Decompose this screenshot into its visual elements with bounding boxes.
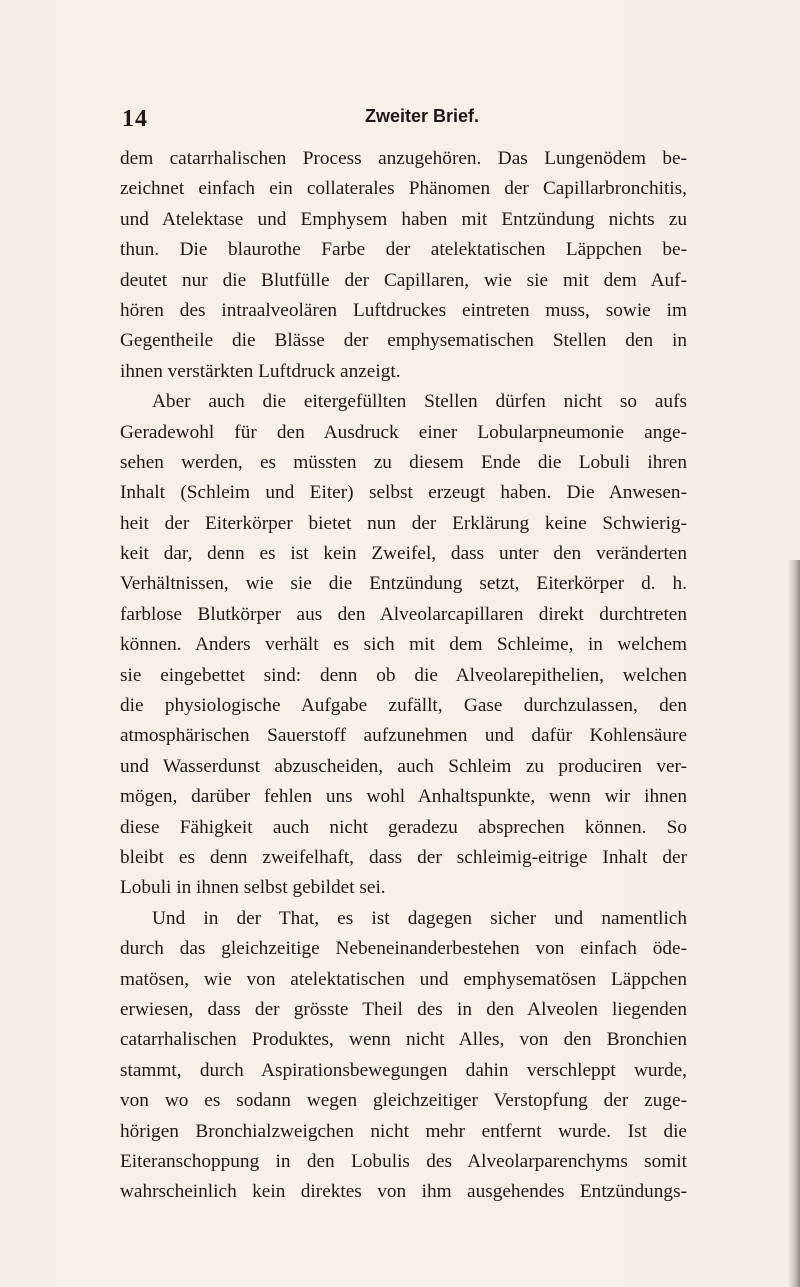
text-line: farblose Blutkörper aus den Alveolarcapillaren direkt durchtreten [120, 603, 687, 625]
body-text [120, 144, 687, 1208]
text-line: catarrhalischen Produktes, wenn nicht Alles, von den Bronchien [120, 1029, 687, 1051]
text-line: erwiesen, dass der grösste Theil des in den Alveolen liegenden [120, 998, 687, 1020]
page-number: 14 [122, 106, 148, 132]
text-line: Verhältnissen, wie sie die Entzündung setzt, Eiterkörper d. h. [120, 573, 687, 595]
text-line: stammt, durch Aspirationsbewegungen dahin verschleppt wurde, [120, 1059, 687, 1081]
text-line: von wo es sodann wegen gleichzeitiger Verstopfung der zuge- [120, 1090, 687, 1112]
text-line: zeichnet einfach ein collaterales Phänomen der Capillarbronchitis, [120, 178, 687, 200]
text-line: durch das gleichzeitige Nebeneinanderbestehen von einfach öde- [120, 938, 687, 960]
running-head: Zweiter Brief. [365, 106, 480, 126]
text-line: diese Fähigkeit auch nicht geradezu absprechen können. So [120, 816, 687, 838]
text-line: und Wasserdunst abzuscheiden, auch Schleim zu produciren ver- [120, 755, 687, 777]
text-line: Gegentheile die Blässe der emphysematischen Stellen den in [120, 330, 687, 352]
text-line: Aber auch die eitergefüllten Stellen dürfen nicht so aufs [152, 391, 687, 413]
text-line: Eiteranschoppung in den Lobulis des Alveolarparenchyms somit [120, 1150, 687, 1172]
text-line: hörigen Bronchialzweigchen nicht mehr entfernt wurde. Ist die [120, 1120, 687, 1142]
text-line: können. Anders verhält es sich mit dem Schleime, in welchem [120, 634, 687, 656]
text-line: Geradewohl für den Ausdruck einer Lobularpneumonie ange- [120, 421, 687, 443]
text-line: mögen, darüber fehlen uns wohl Anhaltspunkte, wenn wir ihnen [120, 786, 687, 808]
text-line: thun. Die blaurothe Farbe der atelektatischen Läppchen be- [120, 239, 687, 261]
text-line: atmosphärischen Sauerstoff aufzunehmen und dafür Kohlensäure [120, 725, 687, 747]
text-line: matösen, wie von atelektatischen und emphysematösen Läppchen [120, 968, 687, 990]
text-line: wahrscheinlich kein direktes von ihm ausgehendes Entzündungs- [120, 1181, 687, 1203]
text-line: Lobuli in ihnen selbst gebildet sei. [120, 877, 386, 899]
text-line: Inhalt (Schleim und Eiter) selbst erzeugt haben. Die Anwesen- [120, 482, 687, 504]
text-line: Und in der That, es ist dagegen sicher und namentlich [152, 907, 687, 929]
page-edge-shadow [788, 560, 800, 1287]
text-line: bleibt es denn zweifelhaft, dass der schleimig-eitrige Inhalt der [120, 846, 687, 868]
text-line: keit dar, denn es ist kein Zweifel, dass unter den veränderten [120, 543, 687, 565]
text-line: dem catarrhalischen Process anzugehören. Das Lungenödem be- [120, 148, 687, 169]
text-line: ihnen verstärkten Luftdruck anzeigt. [120, 360, 401, 382]
text-line: die physiologische Aufgabe zufällt, Gase durchzulassen, den [120, 695, 687, 717]
page-header [122, 104, 687, 134]
text-line: sie eingebettet sind: denn ob die Alveolarepithelien, welchen [120, 664, 687, 686]
text-line: deutet nur die Blutfülle der Capillaren, wie sie mit dem Auf- [120, 269, 687, 291]
text-line: heit der Eiterkörper bietet nun der Erklärung keine Schwierig- [120, 512, 687, 534]
text-line: hören des intraalveolären Luftdruckes eintreten muss, sowie im [120, 299, 687, 321]
text-line: und Atelektase und Emphysem haben mit Entzündung nichts zu [120, 208, 687, 230]
text-line: sehen werden, es müssten zu diesem Ende die Lobuli ihren [120, 451, 687, 473]
